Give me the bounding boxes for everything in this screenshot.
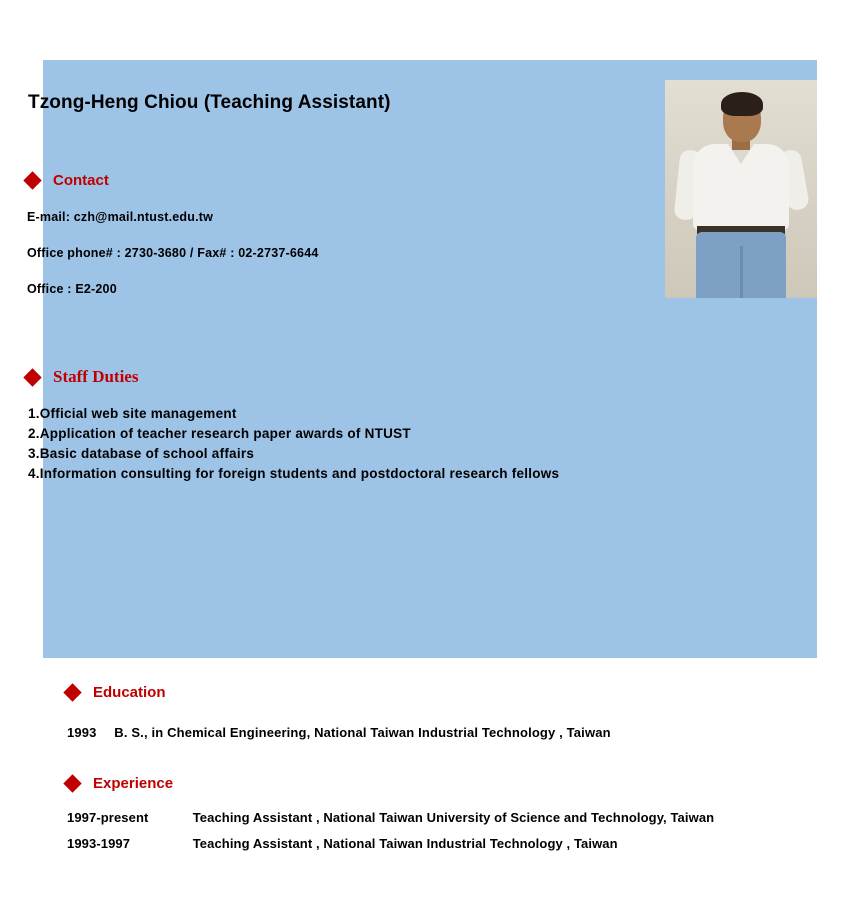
- staff-duties-list: [28, 404, 748, 484]
- section-heading-education: [66, 684, 166, 701]
- education-text: B. S., in Chemical Engineering, National Taiwan Industrial Technology , Taiwan: [114, 725, 611, 740]
- experience-list: [67, 805, 807, 857]
- section-heading-staff-duties: [26, 367, 138, 387]
- experience-heading-label: Experience: [93, 775, 174, 792]
- contact-details: [27, 210, 527, 318]
- diamond-bullet-icon: [23, 171, 41, 189]
- section-heading-experience: [66, 775, 173, 792]
- experience-entry: [67, 805, 807, 831]
- staff-duties-heading-label: Staff Duties: [53, 367, 139, 386]
- experience-text: Teaching Assistant , National Taiwan Industrial Technology , Taiwan: [192, 836, 618, 851]
- list-item: 3.Basic database of school affairs: [28, 446, 255, 461]
- list-item: 2.Application of teacher research paper awards of NTUST: [28, 426, 411, 441]
- photo-hair: [721, 92, 763, 116]
- experience-year: 1997-present: [67, 810, 149, 825]
- list-item: 1.Official web site management: [28, 406, 237, 421]
- education-heading-label: Education: [93, 684, 166, 701]
- diamond-bullet-icon: [23, 368, 41, 386]
- contact-heading-label: Contact: [53, 172, 109, 189]
- education-entry: [67, 725, 611, 740]
- experience-text: Teaching Assistant , National Taiwan University of Science and Technology, Taiwan: [192, 810, 715, 825]
- contact-office: Office : E2-200: [27, 282, 117, 296]
- photo-jeans: [696, 232, 786, 298]
- page-title: Tzong-Heng Chiou (Teaching Assistant): [28, 92, 391, 113]
- diamond-bullet-icon: [63, 774, 81, 792]
- education-year: 1993: [67, 725, 97, 740]
- experience-year: 1993-1997: [67, 836, 131, 851]
- contact-email: E-mail: czh@mail.ntust.edu.tw: [27, 210, 214, 224]
- contact-phone-fax: Office phone# : 2730-3680 / Fax# : 02-2737-6644: [27, 246, 319, 260]
- experience-entry: [67, 831, 807, 857]
- section-heading-contact: [26, 172, 109, 189]
- list-item: 4.Information consulting for foreign students and postdoctoral research fellows: [28, 466, 560, 481]
- diamond-bullet-icon: [63, 683, 81, 701]
- avatar: [665, 80, 817, 298]
